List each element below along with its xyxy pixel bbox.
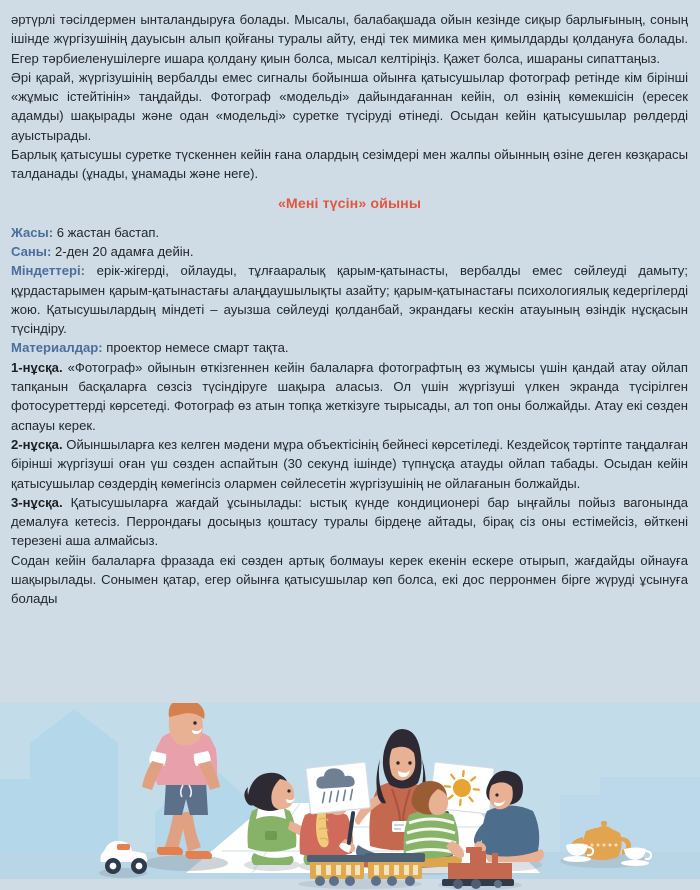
variant-1-value: «Фотограф» ойынын өткізгеннен кейін балаларға фотографтың өз жұмысы үшін қандай атау ойлап тапқанын басқаларға сөзсіз түсіндіруге шақыра аласыз. Ол үшін жүргізуші үлкен экранда түсірілген фотосуреттерді көрсетеді. Фотограф өз атын топқа жеткізуге тырысады, ал топ оны болжайды. Атау екі сөзден аспауы керек. [11,359,688,433]
toy-car-stripe [117,844,130,850]
girl-eye [287,789,290,792]
blue-boy-shirt [482,806,540,857]
paragraph-3: Барлық қатысушы суретке түскеннен кейін ғана олардың сезімдері мен жалпы ойынның өзіне деген көзқарасы талданады (ұнады, ұнамады және неге). [11,147,688,182]
closing-paragraph: Содан кейін балаларға фразада екі сөзден артық болмауы керек екенін ескере отырып, жағдайды ойнауға шақырылады. Сонымен қатар, егер ойынға қатысушылар көп болса, екі дос перронмен бірге жүруді ұсынуға болады [11,552,688,607]
variant-1-label: 1-нұсқа. [11,359,63,375]
variant-3-label: 3-нұсқа. [11,494,63,510]
toy-train-wagons [298,853,425,889]
boy-shadow [144,855,228,871]
girl-overalls-pocket [265,831,277,840]
teapot-knob [601,821,607,826]
variant-2-value: Ойыншыларға кез келген мәдени мұра объектісінің бейнесі көрсетіледі. Кездейсоқ тәртіпте таңдалған бірінші жүргізуші оған үш сөзден аспайтын (30 секунд ішінде) түпнұсқа атауды ойлап табады. Осыдан кейін қатысушылар сөздердің көмегінсіз олармен сөйлесетін жүргізушінің не ойлағанын болжайды. [11,436,688,491]
variant-1 [11,358,688,435]
variant-2-label: 2-нұсқа. [11,436,63,452]
boy-eye [193,721,196,724]
field-count-label: Саны: [11,243,52,259]
blue-boy-eye [495,793,498,796]
teacher-eye-right [408,761,411,764]
teacher-eye-left [396,761,399,764]
game-title: «Мені түсін» ойыны [277,195,422,212]
field-objectives-value: ерік-жігерді, ойлауды, тұлғааралық қарым-қатынасты, вербалды емес сөйлеуді дамыту; құрдастарымен қарым-қатынастағы алаңдаушылықты азайту; қарым-қатынастағы психологиялық кедергілерді жою. Қатысушылардың міндеті – ауызша сөйлеуді қолданбай, экрандағы кескін атауының өзіндік нұсқасын түсіндіру. [11,263,688,337]
boy-shoe-left [157,847,183,855]
variant-3-value: Қатысушыларға жағдай ұсынылады: ыстық күнде кондиционері бар ыңғайлы пойыз вагонында демалуға кетесіз. Перрондағы досыңыз қоштасу туралы бірдеңе айтады, бірақ сіз оны естімейсіз, өйткені терезені аша алмайсыз. [11,494,688,549]
paragraph-1: әртүрлі тәсілдермен ынталандыруға болады. Мысалы, балабақшада ойын кезінде сиқыр барлығының, соның ішінде жүргізушінің дауысын алып қойғаны туралы айту, енді тек мимика мен қимылдарды қолдануға болады. Егер тәрбиеленушілерге ишара қолдану қиын болса, мысал келтіріңіз. Қажет болса, ишараны сипаттаңыз. [11,12,688,66]
field-age-label: Жасы: [11,224,54,240]
field-objectives-label: Міндеттері: [11,263,85,279]
field-materials-label: Материалдар: [11,340,103,356]
variant-3 [11,493,688,551]
illustration-children-guessing-game [0,703,700,890]
field-count-value: 2-ден 20 адамға дейін. [51,243,194,259]
boy-shoe-right [185,851,212,859]
field-materials [11,338,688,357]
field-age [11,223,688,242]
field-age-value: 6 жастан бастап. [53,224,160,240]
paragraph-2: Әрі қарай, жүргізушінің вербалды емес сигналы бойынша ойынға қатысушылар фотограф ретінде кім бірінші «жұмыс істейтінін» таңдайды. Фотограф «модельді» дайындағаннан кейін, ол өзінің көмекшісін (ересек адамды) шақырады және одан «модельді» суретке түсіруді өтінеді. Осыдан кейін қатысушылар рөлдерді ауыстырады. [11,69,688,143]
field-materials-value: проектор немесе смарт тақта. [102,340,289,356]
field-objectives [11,261,688,338]
variant-2 [11,435,688,493]
field-count [11,242,688,261]
